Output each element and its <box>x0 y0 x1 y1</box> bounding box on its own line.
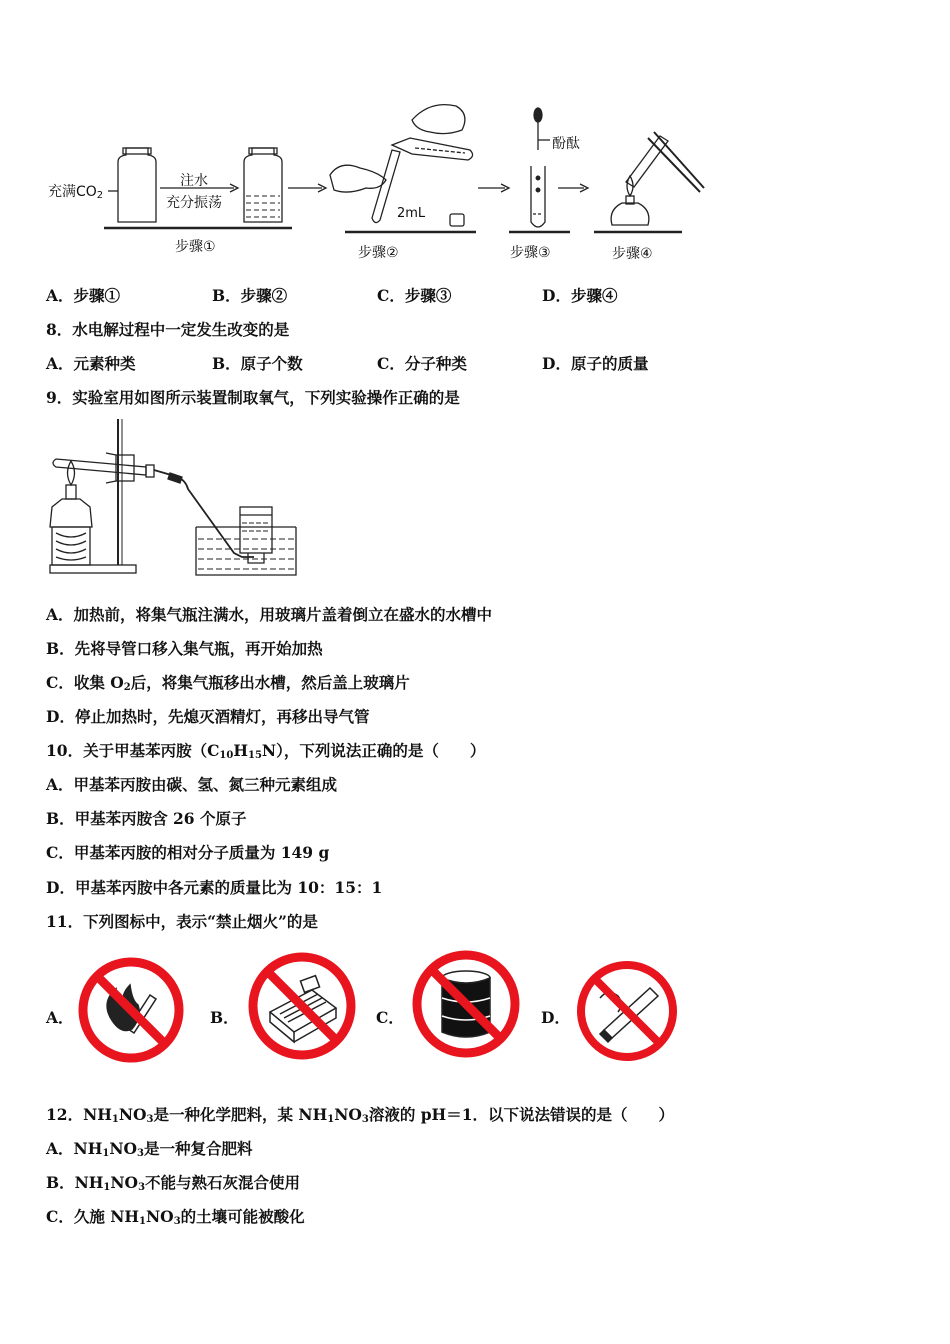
label-2ml: 2mL <box>397 206 426 221</box>
q10-option-d[interactable]: D．甲基苯丙胺中各元素的质量比为 10：15：1 <box>46 878 383 897</box>
q8-option-d[interactable]: D．原子的质量 <box>542 354 649 373</box>
q7-option-b[interactable]: B．步骤② <box>212 286 288 305</box>
q11-option-c-label[interactable]: C． <box>376 1008 404 1027</box>
q9-option-c[interactable]: C．收集 $O_2$后，将集气瓶移出水槽，然后盖上玻璃片 <box>46 673 410 693</box>
no-smoking-sign-icon[interactable] <box>574 958 680 1064</box>
q9-option-a[interactable]: A．加热前，将集气瓶注满水，用玻璃片盖着倒立在盛水的水槽中 <box>46 605 493 624</box>
oxygen-apparatus-figure <box>46 415 306 585</box>
q9-option-d[interactable]: D．停止加热时，先熄灭酒精灯，再移出导气管 <box>46 707 370 726</box>
label-step-4: 步骤④ <box>612 246 653 262</box>
q11-option-a-label[interactable]: A． <box>46 1008 74 1027</box>
q11-option-d-label[interactable]: D． <box>541 1008 570 1027</box>
q9-stem: 9．实验室用如图所示装置制取氧气，下列实验操作正确的是 <box>46 388 460 407</box>
no-matches-sign-icon[interactable] <box>246 950 358 1062</box>
co2-apparatus-drawing <box>0 0 950 300</box>
q7-option-d[interactable]: D．步骤④ <box>542 286 618 305</box>
label-add-water: 注水 <box>180 173 208 189</box>
label-step-1: 步骤① <box>175 239 216 255</box>
q7-option-a[interactable]: A．步骤① <box>46 286 121 305</box>
label-step-2: 步骤② <box>358 245 399 261</box>
q11-stem: 11．下列图标中，表示“禁止烟火”的是 <box>46 912 318 931</box>
q12-option-b[interactable]: B．$NH_1NO_3$不能与熟石灰混合使用 <box>46 1173 301 1193</box>
q8-option-c[interactable]: C．分子种类 <box>377 354 467 373</box>
label-step-3: 步骤③ <box>510 245 551 261</box>
q11-option-b-label[interactable]: B． <box>210 1008 239 1027</box>
no-flammable-barrel-sign-icon[interactable] <box>410 948 522 1060</box>
q12-option-c[interactable]: C．久施 $NH_1NO_3$的土壤可能被酸化 <box>46 1207 305 1227</box>
q8-option-a[interactable]: A．元素种类 <box>46 354 136 373</box>
q8-stem: 8．水电解过程中一定发生改变的是 <box>46 320 290 339</box>
q9-option-b[interactable]: B．先将导管口移入集气瓶，再开始加热 <box>46 639 323 658</box>
label-phenolphthalein: 酚酞 <box>552 136 580 152</box>
q10-option-b[interactable]: B．甲基苯丙胺含 26 个原子 <box>46 809 247 828</box>
no-fire-sign-icon[interactable] <box>76 955 186 1065</box>
label-shake: 充分振荡 <box>166 195 222 211</box>
q10-option-a[interactable]: A．甲基苯丙胺由碳、氢、氮三种元素组成 <box>46 775 338 794</box>
q12-stem: 12．$NH_1NO_3$是一种化学肥料，某 $NH_1NO_3$溶液的 pH＝1．以下说法错误的是（ ） <box>46 1105 674 1125</box>
q7-option-c[interactable]: C．步骤③ <box>377 286 452 305</box>
q12-option-a[interactable]: A．$NH_1NO_3$是一种复合肥料 <box>46 1139 253 1159</box>
q8-option-b[interactable]: B．原子个数 <box>212 354 303 373</box>
q10-stem: 10．关于甲基苯丙胺$(C_{10}H_{15}N)$，下列说法正确的是（ ） <box>46 741 486 761</box>
q10-option-c[interactable]: C．甲基苯丙胺的相对分子质量为 149 g <box>46 843 330 862</box>
label-fill-co2: 充满$CO_2$ <box>48 184 104 201</box>
